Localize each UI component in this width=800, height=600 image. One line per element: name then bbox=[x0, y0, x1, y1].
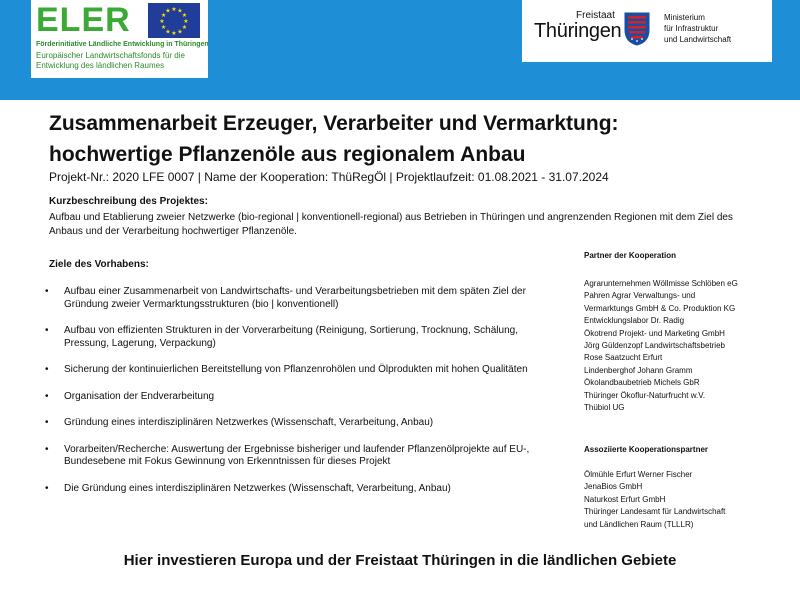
short-description-text: Aufbau und Etablierung zweier Netzwerke (bio-regional | konventionell-regional) aus Betrieben in Thüringen und angrenzenden Regionen mit dem Ziel des Anbaus und der Verarbeitung hochwertiger Pflanzenöle. bbox=[49, 212, 733, 237]
svg-text:★: ★ bbox=[160, 12, 167, 19]
project-info: Projekt-Nr.: 2020 LFE 0007 | Name der Kooperation: ThüRegÖl | Projektlaufzeit: 01.08.2021 - 31.07.2024 bbox=[49, 170, 609, 184]
goal-text: Aufbau einer Zusammenarbeit von Landwirtschafts- und Verarbeitungsbetrieben mit dem späten Ziel der Gründung zweier Vermarktungsstrukturen (bio | konventionell) bbox=[64, 286, 526, 310]
title-line-1: Zusammenarbeit Erzeuger, Verarbeiter und Vermarktung: bbox=[49, 112, 619, 135]
eu-flag-icon bbox=[148, 3, 200, 38]
goal-item bbox=[45, 444, 565, 469]
partner-item: Thüringer Ökoflur-Naturfrucht w.V. bbox=[584, 390, 706, 400]
partner-item: Rose Saatzucht Erfurt bbox=[584, 353, 663, 363]
eler-logo-text: ELER bbox=[36, 1, 131, 39]
footer-slogan: Hier investieren Europa und der Freistaat Thüringen in die ländlichen Gebiete bbox=[123, 552, 677, 569]
thueringen-lion-crest-icon bbox=[624, 12, 650, 46]
bullet-icon: • bbox=[45, 286, 49, 297]
title-line-2: hochwertige Pflanzenöle aus regionalem Anbau bbox=[49, 143, 526, 166]
partners-list bbox=[584, 278, 794, 414]
bullet-icon: • bbox=[45, 417, 49, 428]
associated-partner-item: und Ländlichen Raum (TLLLR) bbox=[584, 519, 694, 529]
eler-fund-text: Europäischer Landwirtschaftsfonds für die Entwicklung des ländlichen Raumes bbox=[36, 51, 185, 70]
associated-partners-list bbox=[584, 469, 794, 531]
svg-text:★: ★ bbox=[160, 24, 167, 31]
ministry-line-2: für Infrastruktur bbox=[664, 24, 719, 33]
short-description-heading: Kurzbeschreibung des Projektes: bbox=[49, 196, 208, 207]
partner-item: Lindenberghof Johann Gramm bbox=[584, 365, 693, 375]
goal-item bbox=[45, 391, 565, 404]
associated-partner-item: JenaBios GmbH bbox=[584, 482, 643, 492]
partner-item: Entwicklungslabor Dr. Radig bbox=[584, 316, 685, 326]
svg-text:★: ★ bbox=[181, 12, 188, 19]
freistaat-label: Freistaat bbox=[576, 10, 615, 21]
ministry-line-3: und Landwirtschaft bbox=[664, 35, 732, 44]
goal-item bbox=[45, 483, 565, 496]
goal-text: Die Gründung eines interdisziplinären Netzwerkes (Wissenschaft, Verarbeitung, Anbau) bbox=[64, 482, 451, 494]
partner-item: Pahren Agrar Verwaltungs- und bbox=[584, 291, 696, 301]
partner-item: Ökolandbaubetrieb Michels GbR bbox=[584, 378, 700, 388]
partner-item: Jörg Güldenzopf Landwirtschaftsbetrieb bbox=[584, 341, 725, 351]
goal-item bbox=[45, 286, 565, 311]
svg-text:★: ★ bbox=[181, 24, 188, 31]
bullet-icon: • bbox=[45, 482, 49, 494]
associated-partner-item: Ölmühle Erfurt Werner Fischer bbox=[584, 470, 693, 479]
eler-subtitle: Förderinitiative Ländliche Entwicklung in Thüringen bbox=[36, 41, 209, 48]
ministry-name bbox=[664, 12, 731, 45]
partner-item: Vermarktungs GmbH & Co. Produktion KG bbox=[584, 303, 736, 313]
associated-partner-item: Naturkost Erfurt GmbH bbox=[584, 494, 666, 504]
bullet-icon: • bbox=[45, 325, 49, 336]
bullet-icon: • bbox=[45, 390, 49, 402]
goal-item bbox=[45, 364, 565, 377]
eler-logo bbox=[31, 0, 208, 78]
associated-partner-item: Thüringer Landesamt für Landwirtschaft bbox=[584, 507, 726, 517]
thueringen-logo bbox=[522, 0, 772, 62]
svg-text:★: ★ bbox=[177, 28, 183, 36]
svg-text:★: ★ bbox=[165, 28, 171, 36]
goal-text: Sicherung der kontinuierlichen Bereitstellung von Pflanzenrohölen und Ölprodukten mit hohen Qualitäten bbox=[64, 364, 528, 375]
partner-item: Thübiol UG bbox=[584, 403, 625, 413]
goal-text: Organisation der Endverarbeitung bbox=[64, 390, 215, 402]
goals-list bbox=[45, 286, 565, 509]
page-title bbox=[49, 108, 769, 170]
svg-text:★: ★ bbox=[159, 18, 165, 25]
svg-text:★: ★ bbox=[171, 6, 177, 13]
goal-item bbox=[45, 417, 565, 430]
goals-heading: Ziele des Vorhabens: bbox=[49, 259, 149, 270]
goal-text: Aufbau von effizienten Strukturen in der Vorverarbeitung (Reinigung, Sortierung, Trocknung, Schälung, Pressung, Lagerung, Verpackung) bbox=[64, 325, 518, 349]
partners-heading: Partner der Kooperation bbox=[584, 251, 677, 260]
partner-item: Ökotrend Projekt- und Marketing GmbH bbox=[584, 328, 725, 338]
goal-item bbox=[45, 325, 565, 350]
svg-text:★: ★ bbox=[183, 18, 189, 25]
bullet-icon: • bbox=[45, 443, 49, 455]
associated-partners-heading: Assoziierte Kooperationspartner bbox=[584, 445, 709, 454]
goal-text: Vorarbeiten/Recherche: Auswertung der Ergebnisse bisheriger und laufender Pflanzenölprojekte auf EU-, Bundesebene mit Fokus Gewinnung von Erkenntnissen für dieses Projekt bbox=[64, 443, 530, 467]
ministry-line-1: Ministerium bbox=[664, 13, 705, 22]
thueringen-label: Thüringen bbox=[534, 20, 622, 42]
svg-text:★: ★ bbox=[171, 30, 177, 37]
bullet-icon: • bbox=[45, 364, 49, 375]
goal-text: Gründung eines interdisziplinären Netzwerkes (Wissenschaft, Verarbeitung, Anbau) bbox=[64, 417, 434, 428]
svg-text:★: ★ bbox=[177, 7, 183, 15]
partner-item: Agrarunternehmen Wöllmisse Schlöben eG bbox=[584, 279, 738, 288]
svg-text:★: ★ bbox=[165, 7, 171, 15]
